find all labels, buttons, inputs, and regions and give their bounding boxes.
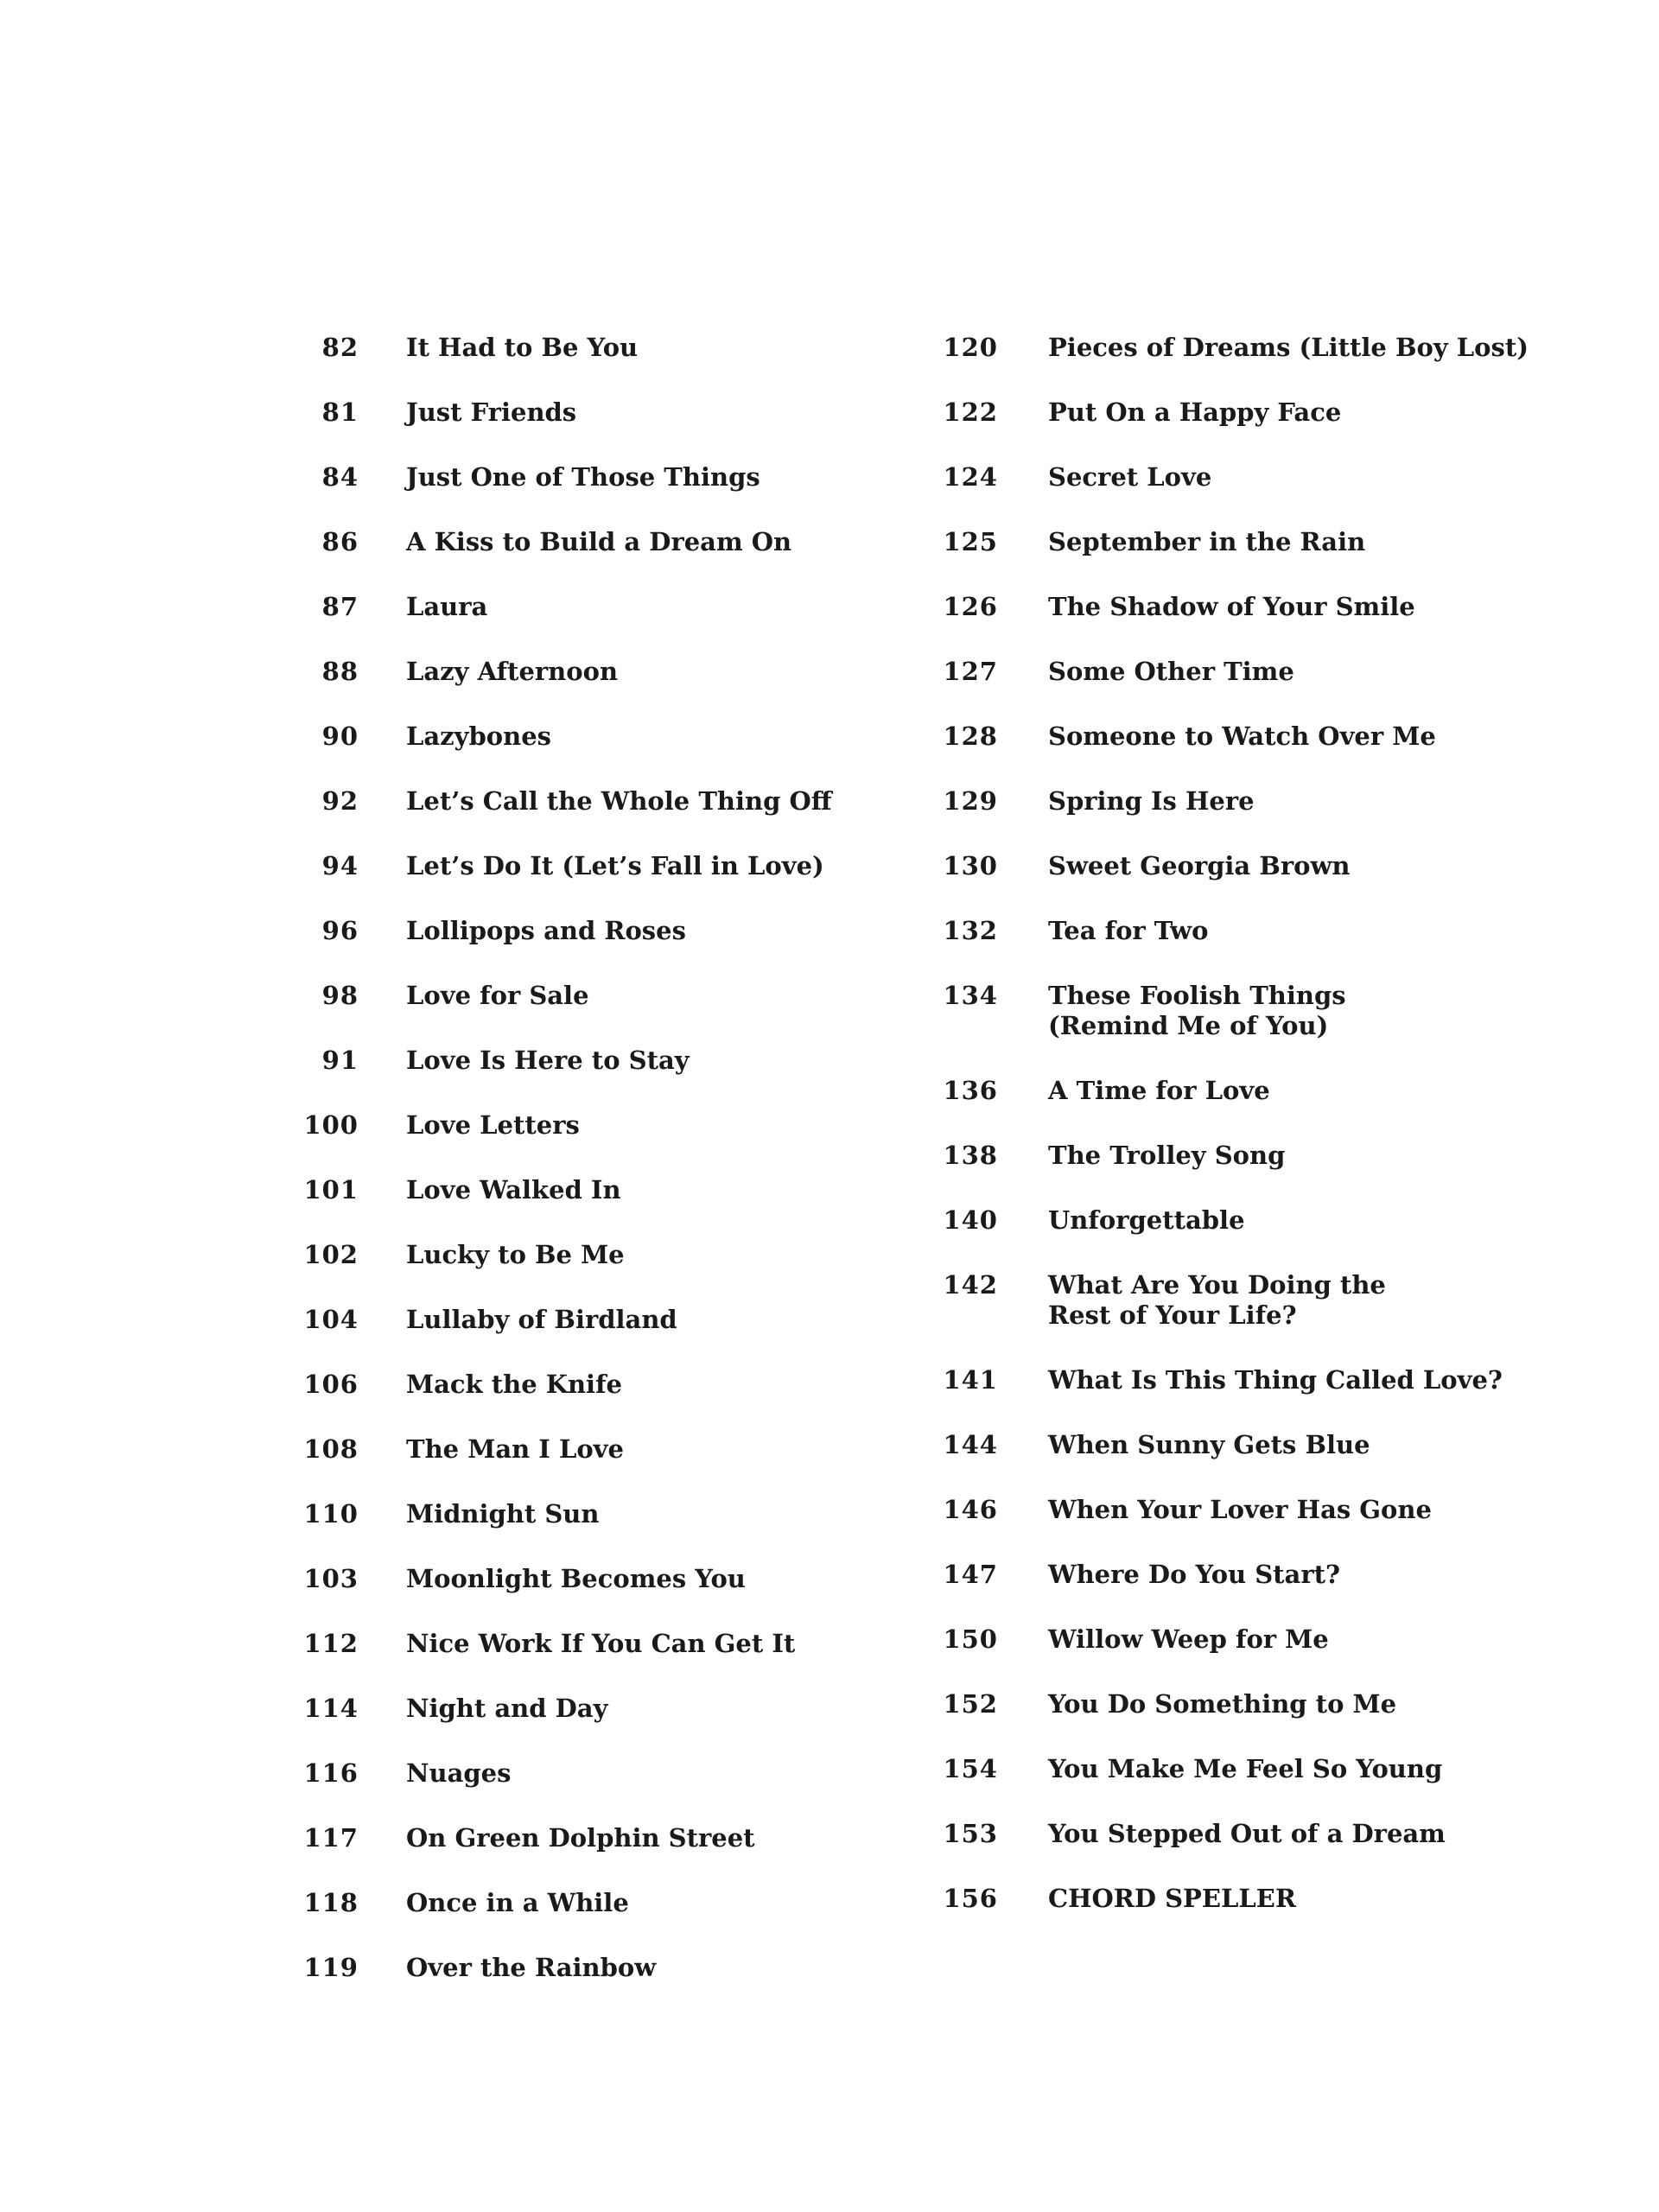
- toc-entry: [933, 851, 1607, 881]
- toc-page-number: 140: [943, 1205, 998, 1235]
- toc-song-title: A Kiss to Build a Dream On: [406, 527, 792, 556]
- toc-song-title: Just One of Those Things: [406, 462, 760, 492]
- toc-song-title: Lollipops and Roses: [406, 916, 686, 945]
- toc-entry: [294, 851, 916, 881]
- toc-song-title: Lucky to Be Me: [406, 1240, 625, 1269]
- toc-entry: [294, 1110, 916, 1141]
- toc-song-title: A Time for Love: [1048, 1076, 1270, 1105]
- toc-entry: [294, 397, 916, 428]
- toc-song-title: Lazy Afternoon: [406, 657, 619, 686]
- toc-song-title: The Man I Love: [406, 1434, 624, 1464]
- toc-entry: [294, 916, 916, 946]
- toc-entry: [294, 1694, 916, 1724]
- toc-song-title: Sweet Georgia Brown: [1048, 851, 1351, 880]
- toc-page-number: 84: [321, 462, 359, 492]
- toc-entry: [933, 1270, 1607, 1331]
- toc-entry: [294, 1953, 916, 1983]
- toc-song-title: Tea for Two: [1048, 916, 1209, 945]
- toc-song-title: September in the Rain: [1048, 527, 1366, 556]
- toc-song-title: Moonlight Becomes You: [406, 1564, 746, 1593]
- toc-page-number: 118: [303, 1888, 359, 1917]
- toc-page-number: 116: [303, 1758, 359, 1788]
- toc-song-title: Laura: [406, 592, 488, 621]
- toc-song-title: Over the Rainbow: [406, 1953, 657, 1982]
- toc-song-title: You Do Something to Me: [1048, 1689, 1397, 1719]
- toc-page-number: 117: [303, 1823, 359, 1853]
- toc-entry: [294, 786, 916, 817]
- toc-page-number: 114: [303, 1694, 359, 1723]
- toc-song-title: Where Do You Start?: [1048, 1560, 1341, 1589]
- toc-entry: [933, 657, 1607, 687]
- toc-song-title: Love for Sale: [406, 981, 589, 1010]
- toc-entry: [933, 721, 1607, 752]
- toc-song-title: Mack the Knife: [406, 1370, 622, 1399]
- toc-entry: [294, 1370, 916, 1400]
- toc-entry: [294, 1434, 916, 1465]
- toc-page-number: 138: [943, 1141, 998, 1170]
- toc-entry: [294, 462, 916, 493]
- toc-page-number: 142: [943, 1270, 998, 1300]
- toc-entry: [294, 657, 916, 687]
- toc-song-title: Nuages: [406, 1758, 512, 1788]
- toc-page-number: 144: [943, 1430, 998, 1459]
- toc-entry: [294, 1629, 916, 1659]
- toc-entry: [294, 721, 916, 752]
- toc-page-number: 122: [943, 397, 998, 427]
- toc-entry: [933, 916, 1607, 946]
- toc-entry: [294, 333, 916, 363]
- toc-page-number: 110: [303, 1499, 359, 1529]
- toc-entry: [933, 1205, 1607, 1236]
- toc-entry: [294, 1240, 916, 1270]
- toc-entry: [294, 1823, 916, 1853]
- toc-entry: [294, 1758, 916, 1789]
- toc-page-number: 106: [303, 1370, 359, 1399]
- toc-song-title: Love Walked In: [406, 1175, 621, 1205]
- toc-song-title: Night and Day: [406, 1694, 608, 1723]
- toc-page-number: 134: [943, 981, 998, 1010]
- toc-entry: [933, 527, 1607, 557]
- toc-page-number: 87: [321, 592, 359, 621]
- toc-song-title: Secret Love: [1048, 462, 1212, 492]
- toc-entry: [933, 1430, 1607, 1460]
- toc-song-title: Put On a Happy Face: [1048, 397, 1342, 427]
- toc-song-title: Midnight Sun: [406, 1499, 600, 1529]
- toc-song-title: The Shadow of Your Smile: [1048, 592, 1415, 621]
- toc-page-number: 147: [943, 1560, 998, 1589]
- toc-song-title: Someone to Watch Over Me: [1048, 721, 1436, 751]
- toc-song-title: What Are You Doing the Rest of Your Life?: [1048, 1270, 1386, 1330]
- toc-song-title: Love Is Here to Stay: [406, 1046, 690, 1075]
- toc-song-title: CHORD SPELLER: [1048, 1884, 1296, 1913]
- toc-page-number: 90: [321, 721, 359, 751]
- toc-song-title: It Had to Be You: [406, 333, 639, 362]
- toc-page-number: 104: [303, 1305, 359, 1334]
- toc-song-title: Some Other Time: [1048, 657, 1294, 686]
- toc-song-title: Love Letters: [406, 1110, 580, 1140]
- toc-entry: [933, 1754, 1607, 1784]
- toc-song-title: Let’s Do It (Let’s Fall in Love): [406, 851, 824, 880]
- toc-page-number: 100: [303, 1110, 359, 1140]
- toc-page-number: 152: [943, 1689, 998, 1719]
- toc-entry: [933, 1689, 1607, 1719]
- toc-song-title: Once in a While: [406, 1888, 629, 1917]
- toc-page-number: 150: [943, 1624, 998, 1654]
- toc-song-title: You Stepped Out of a Dream: [1048, 1819, 1446, 1848]
- toc-page-number: 112: [303, 1629, 359, 1658]
- toc-song-title: Unforgettable: [1048, 1205, 1245, 1235]
- toc-page-number: 141: [943, 1365, 998, 1395]
- toc-entry: [933, 786, 1607, 817]
- toc-entry: [294, 1499, 916, 1529]
- toc-song-title: Willow Weep for Me: [1048, 1624, 1329, 1654]
- toc-entry: [294, 527, 916, 557]
- toc-entry: [933, 462, 1607, 493]
- toc-entry: [933, 1365, 1607, 1395]
- toc-song-title: What Is This Thing Called Love?: [1048, 1365, 1503, 1395]
- toc-entry: [933, 1141, 1607, 1171]
- toc-page-number: 132: [943, 916, 998, 945]
- toc-entry: [294, 1305, 916, 1335]
- toc-entry: [933, 1560, 1607, 1590]
- toc-page-number: 120: [943, 333, 998, 362]
- toc-song-title: When Your Lover Has Gone: [1048, 1495, 1432, 1524]
- toc-page-number: 125: [943, 527, 998, 556]
- toc-page-number: 153: [943, 1819, 998, 1848]
- toc-entry: [933, 1884, 1607, 1914]
- toc-page-number: 82: [321, 333, 359, 362]
- toc-page-number: 108: [303, 1434, 359, 1464]
- toc-column-left: [294, 333, 916, 2018]
- toc-song-title: When Sunny Gets Blue: [1048, 1430, 1370, 1459]
- toc-page-number: 146: [943, 1495, 998, 1524]
- toc-entry: [294, 1564, 916, 1594]
- toc-page-number: 130: [943, 851, 998, 880]
- toc-entry: [294, 1175, 916, 1205]
- toc-song-title: On Green Dolphin Street: [406, 1823, 755, 1853]
- toc-entry: [933, 1495, 1607, 1525]
- toc-song-title: Spring Is Here: [1048, 786, 1255, 816]
- toc-page-number: 91: [321, 1046, 359, 1075]
- toc-column-right: [933, 333, 1607, 1948]
- toc-song-title: Nice Work If You Can Get It: [406, 1629, 796, 1658]
- toc-page-number: 128: [943, 721, 998, 751]
- toc-page-number: 129: [943, 786, 998, 816]
- toc-entry: [933, 1076, 1607, 1106]
- toc-entry: [933, 981, 1607, 1041]
- toc-page-number: 154: [943, 1754, 998, 1783]
- toc-entry: [294, 981, 916, 1011]
- toc-entry: [294, 1046, 916, 1076]
- toc-entry: [933, 333, 1607, 363]
- toc-entry: [933, 1624, 1607, 1655]
- toc-page-number: 119: [303, 1953, 359, 1982]
- toc-page-number: 156: [943, 1884, 998, 1913]
- toc-song-title: Just Friends: [406, 397, 577, 427]
- toc-page-number: 94: [321, 851, 359, 880]
- toc-page-number: 103: [303, 1564, 359, 1593]
- toc-song-title: Let’s Call the Whole Thing Off: [406, 786, 832, 816]
- toc-page-number: 102: [303, 1240, 359, 1269]
- toc-entry: [933, 592, 1607, 622]
- toc-page-number: 136: [943, 1076, 998, 1105]
- toc-song-title: These Foolish Things (Remind Me of You): [1048, 981, 1346, 1040]
- toc-song-title: Pieces of Dreams (Little Boy Lost): [1048, 333, 1529, 362]
- toc-page-number: 126: [943, 592, 998, 621]
- toc-page-number: 96: [321, 916, 359, 945]
- toc-song-title: The Trolley Song: [1048, 1141, 1286, 1170]
- toc-page-number: 124: [943, 462, 998, 492]
- toc-page-number: 98: [321, 981, 359, 1010]
- toc-entry: [933, 397, 1607, 428]
- toc-entry: [294, 1888, 916, 1918]
- toc-page-number: 127: [943, 657, 998, 686]
- toc-page-number: 92: [321, 786, 359, 816]
- toc-page-number: 86: [321, 527, 359, 556]
- toc-page-number: 88: [321, 657, 359, 686]
- toc-song-title: You Make Me Feel So Young: [1048, 1754, 1443, 1783]
- toc-entry: [933, 1819, 1607, 1849]
- toc-page-number: 101: [303, 1175, 359, 1205]
- toc-page-number: 81: [321, 397, 359, 427]
- toc-song-title: Lullaby of Birdland: [406, 1305, 677, 1334]
- toc-song-title: Lazybones: [406, 721, 551, 751]
- toc-entry: [294, 592, 916, 622]
